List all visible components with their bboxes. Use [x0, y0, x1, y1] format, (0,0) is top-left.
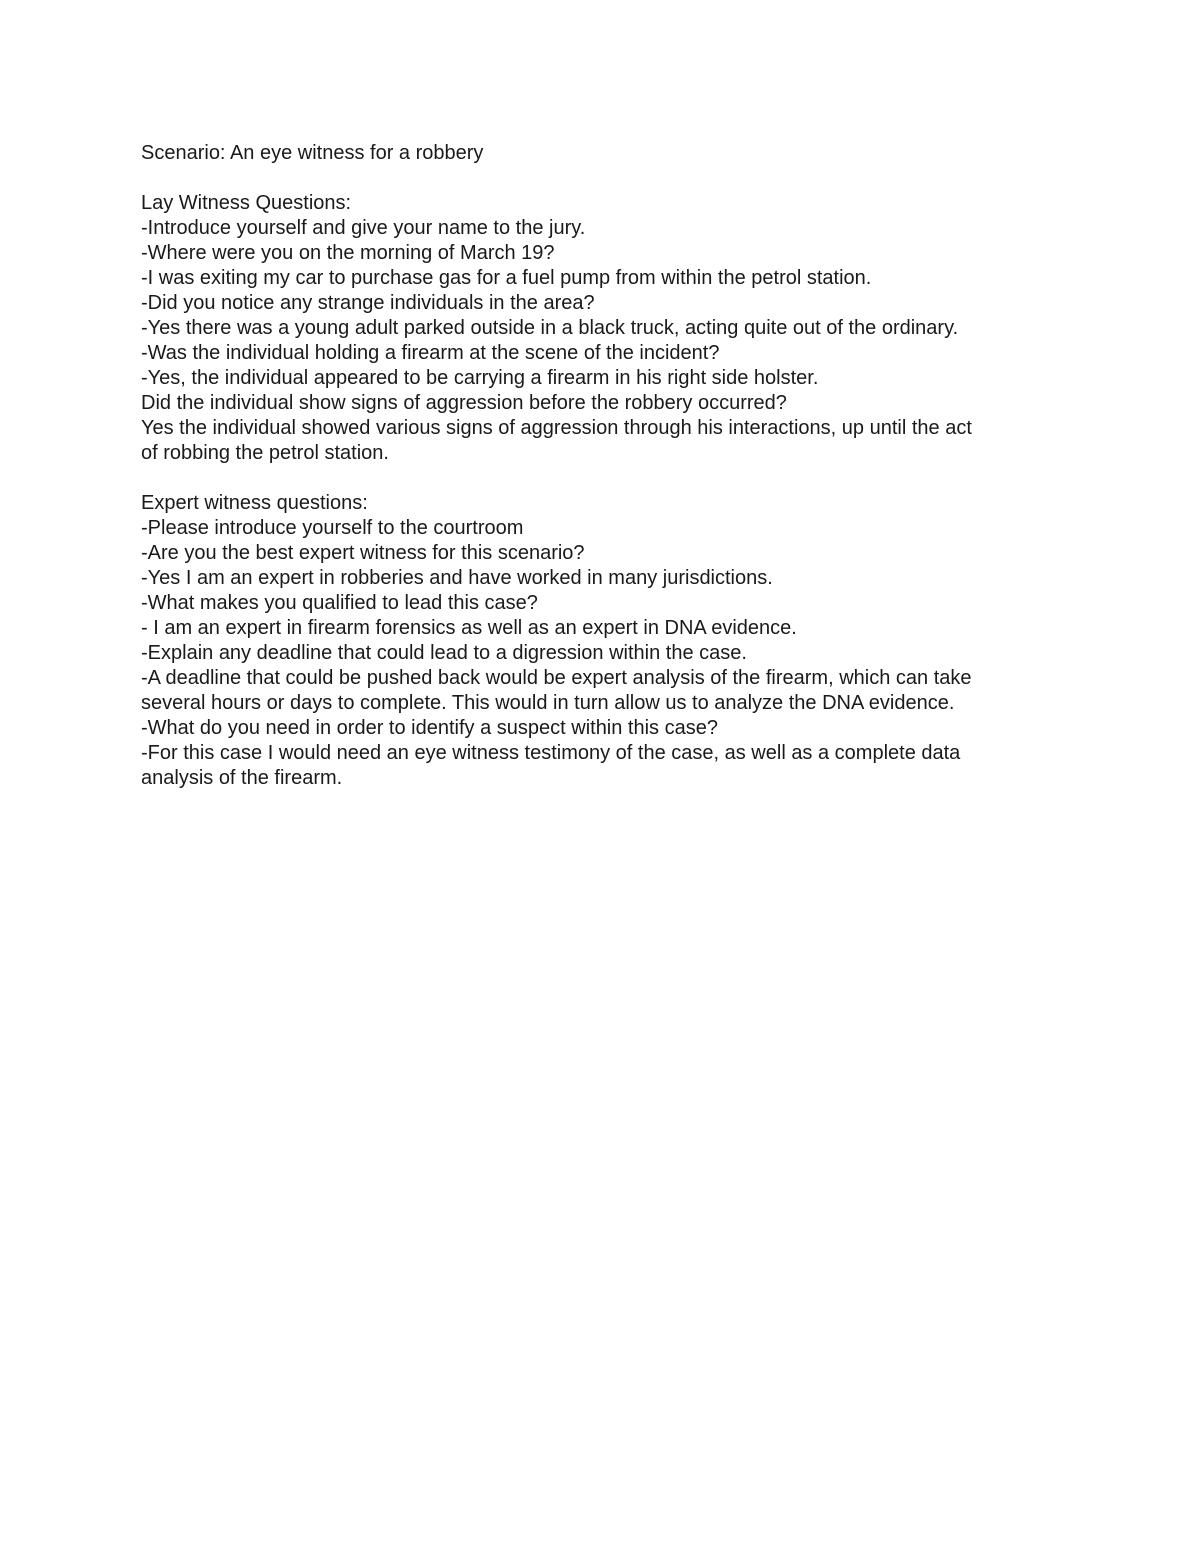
- expert-witness-heading: Expert witness questions:: [141, 492, 368, 514]
- lay-line: of robbing the petrol station.: [141, 442, 389, 464]
- lay-line: -Was the individual holding a firearm at the scene of the incident?: [141, 342, 720, 364]
- lay-line: Yes the individual showed various signs of aggression through his interactions, up until the act: [141, 417, 972, 439]
- expert-line: -What makes you qualified to lead this case?: [141, 592, 538, 614]
- lay-line: -I was exiting my car to purchase gas for a fuel pump from within the petrol station.: [141, 267, 872, 289]
- expert-line: analysis of the firearm.: [141, 767, 343, 789]
- lay-line: Did the individual show signs of aggression before the robbery occurred?: [141, 392, 787, 414]
- expert-line: -For this case I would need an eye witness testimony of the case, as well as a complete data: [141, 742, 961, 764]
- lay-witness-heading: Lay Witness Questions:: [141, 192, 352, 214]
- expert-line: - I am an expert in firearm forensics as well as an expert in DNA evidence.: [141, 617, 797, 639]
- paragraph-spacer: [141, 466, 1061, 491]
- expert-line: -Explain any deadline that could lead to a digression within the case.: [141, 642, 747, 664]
- lay-line: -Where were you on the morning of March 19?: [141, 242, 555, 264]
- expert-line: -What do you need in order to identify a suspect within this case?: [141, 717, 718, 739]
- lay-line: -Introduce yourself and give your name to the jury.: [141, 217, 586, 239]
- expert-line: -A deadline that could be pushed back would be expert analysis of the firearm, which can take: [141, 667, 972, 689]
- paragraph-spacer: [141, 166, 1061, 191]
- expert-line: -Please introduce yourself to the courtroom: [141, 517, 524, 539]
- expert-line: -Are you the best expert witness for this scenario?: [141, 542, 585, 564]
- document-body: [141, 141, 1061, 791]
- lay-line: -Did you notice any strange individuals in the area?: [141, 292, 595, 314]
- expert-line: several hours or days to complete. This would in turn allow us to analyze the DNA evidence.: [141, 692, 955, 714]
- scenario-line: Scenario: An eye witness for a robbery: [141, 142, 484, 164]
- expert-line: -Yes I am an expert in robberies and have worked in many jurisdictions.: [141, 567, 773, 589]
- lay-line: -Yes, the individual appeared to be carrying a firearm in his right side holster.: [141, 367, 819, 389]
- lay-line: -Yes there was a young adult parked outside in a black truck, acting quite out of the ordinary.: [141, 317, 959, 339]
